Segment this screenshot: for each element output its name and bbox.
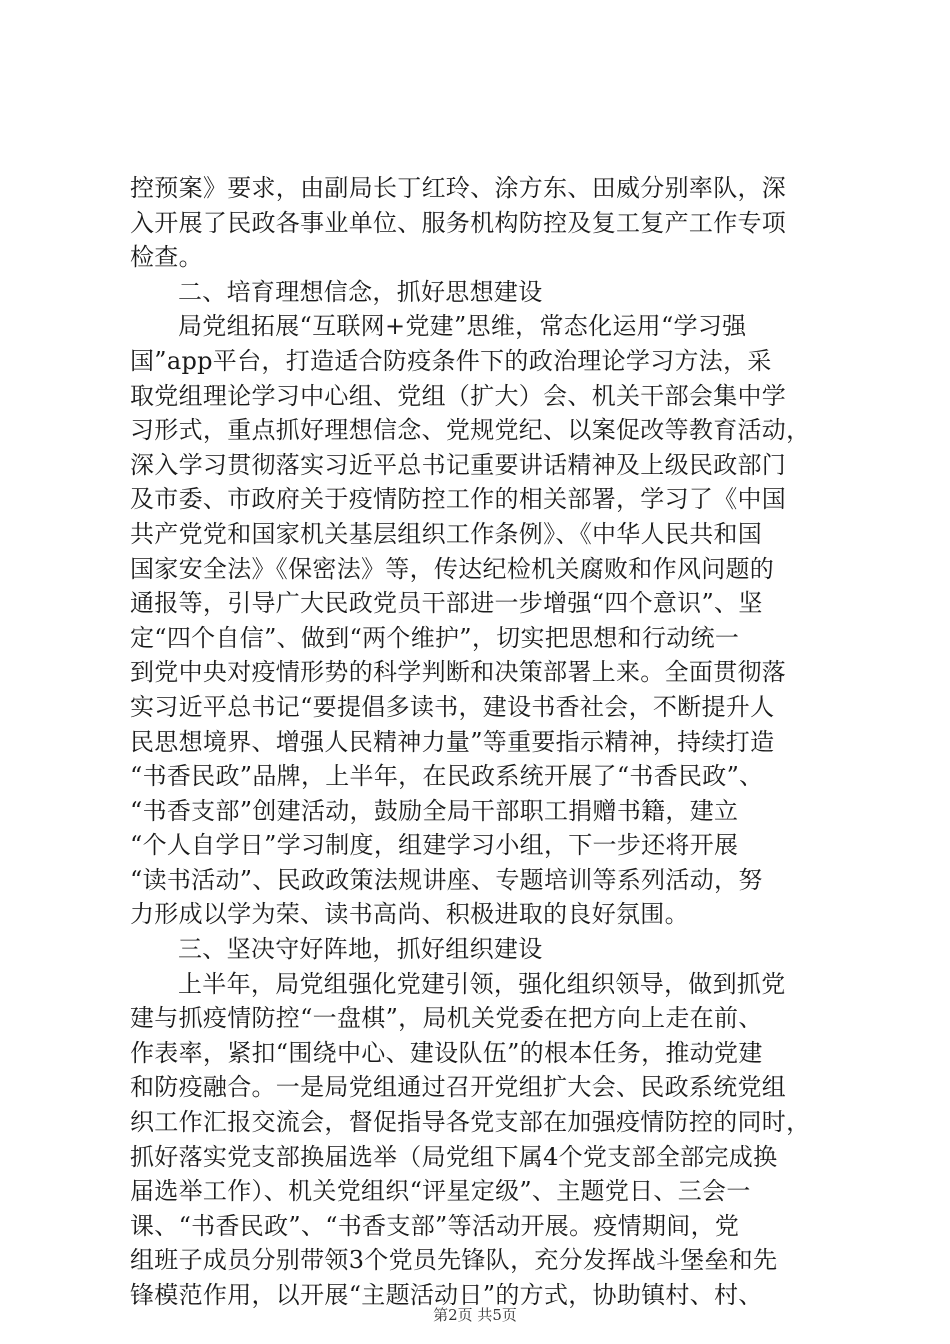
- text-line: 届选举工作）、机关党组织“评星定级”、主题党日、三会一: [130, 1177, 751, 1206]
- text-line: 锋模范作用，以开展“主题活动日”的方式，协助镇村、村、: [130, 1281, 763, 1309]
- text-line: “书香民政”品牌，上半年，在民政系统开展了“书香民政”、: [130, 762, 764, 791]
- page-number-footer: 第2页 共5页: [433, 1306, 517, 1324]
- text-line: 课、“书香民政”、“书香支部”等活动开展。疫情期间，党: [130, 1211, 740, 1240]
- text-line: 控预案》要求，由副局长丁红玲、涂方东、田威分别率队，深: [130, 174, 787, 202]
- text-line: “书香支部”创建活动，鼓励全局干部职工捐赠书籍，建立: [130, 796, 739, 825]
- text-line: 抓好落实党支部换届选举（局党组下属4个党支部全部完成换: [130, 1142, 778, 1171]
- text-line: 组班子成员分别带领3个党员先锋队，充分发挥战斗堡垒和先: [130, 1246, 778, 1275]
- document-body: [130, 171, 830, 1313]
- text-line: 建与抓疫情防控“一盘棋”，局机关党委在把方向上走在前、: [130, 1004, 763, 1033]
- text-line: 实习近平总书记“要提倡多读书，建设书香社会，不断提升人: [130, 692, 775, 721]
- text-line: 国”app平台，打造适合防疫条件下的政治理论学习方法，采: [130, 346, 772, 375]
- text-line: 民思想境界、增强人民精神力量”等重要指示精神，持续打造: [130, 727, 775, 756]
- text-line: 织工作汇报交流会，督促指导各党支部在加强疫情防控的同时，: [130, 1108, 811, 1137]
- text-line: 取党组理论学习中心组、党组（扩大）会、机关干部会集中学: [130, 381, 787, 410]
- text-line: 作表率，紧扣“围绕中心、建设队伍”的根本任务，推动党建: [130, 1038, 763, 1067]
- text-line: 国家安全法》《保密法》等，传达纪检机关腐败和作风问题的: [130, 554, 775, 583]
- paragraph-start-line: 上半年，局党组强化党建引领，强化组织领导，做到抓党: [178, 969, 786, 998]
- paragraph-start-line: 局党组拓展“互联网+党建”思维，常态化运用“学习强: [178, 312, 747, 341]
- text-line: 到党中央对疫情形势的科学判断和决策部署上来。全面贯彻落: [130, 658, 787, 687]
- text-line: 深入学习贯彻落实习近平总书记重要讲话精神及上级民政部门: [130, 450, 787, 479]
- text-line: “读书活动”、民政政策法规讲座、专题培训等系列活动，努: [130, 865, 763, 894]
- text-line: 习形式，重点抓好理想信念、党规党纪、以案促改等教育活动，: [130, 416, 811, 445]
- text-line: 及市委、市政府关于疫情防控工作的相关部署，学习了《中国: [130, 485, 787, 514]
- text-line: 通报等，引导广大民政党员干部进一步增强“四个意识”、坚: [130, 589, 763, 618]
- text-line: 检查。: [130, 243, 203, 272]
- text-line: “个人自学日”学习制度，组建学习小组，下一步还将开展: [130, 831, 739, 860]
- text-line: 共产党党和国家机关基层组织工作条例》、《中华人民共和国: [130, 519, 763, 548]
- section-heading: 二、培育理想信念，抓好思想建设: [178, 277, 543, 306]
- text-line: 力形成以学为荣、读书高尚、积极进取的良好氛围。: [130, 900, 689, 929]
- text-line: 和防疫融合。一是局党组通过召开党组扩大会、民政系统党组: [130, 1073, 787, 1102]
- text-line: 入开展了民政各事业单位、服务机构防控及复工复产工作专项: [130, 208, 787, 237]
- text-line: 定“四个自信”、做到“两个维护”，切实把思想和行动统一: [130, 623, 740, 652]
- section-heading: 三、坚决守好阵地，抓好组织建设: [178, 935, 543, 964]
